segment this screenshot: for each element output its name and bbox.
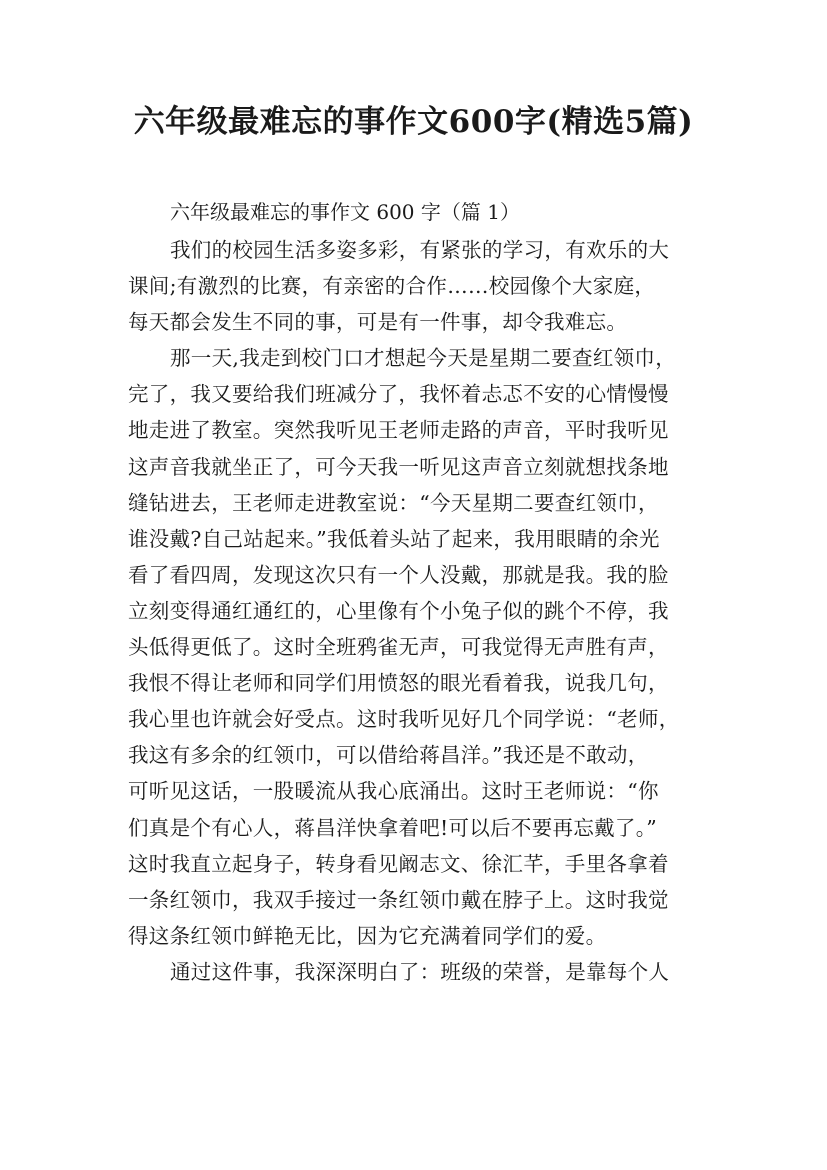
- paragraph-line: 我心里也许就会好受点。这时我听见好几个同学说：“老师，: [128, 707, 680, 732]
- paragraph-line: 这时我直立起身子，转身看见阚志文、徐汇芊，手里各拿着: [128, 851, 669, 876]
- paragraph-line: 缝钻进去，王老师走进教室说：“今天星期二要查红领巾，: [128, 490, 659, 515]
- paragraph-line: 那一天,我走到校门口才想起今天是星期二要查红领巾，: [170, 346, 677, 371]
- paragraph-line: 我恨不得让老师和同学们用愤怒的眼光看着我，说我几句，: [128, 671, 669, 696]
- document-title: 六年级最难忘的事作文600字(精选5篇): [133, 104, 694, 140]
- paragraph-line: 们真是个有心人，蒋昌洋快拿着吧!可以后不要再忘戴了。”: [128, 815, 658, 840]
- paragraph-3: [128, 954, 708, 990]
- paragraph-line: 通过这件事，我深深明白了：班级的荣誉，是靠每个人: [170, 959, 670, 984]
- paragraph-line: 谁没戴?自己站起来。”我低着头站了起来，我用眼睛的余光: [128, 526, 660, 551]
- paragraph-line: 可听见这话，一股暖流从我心底涌出。这时王老师说：“你: [128, 779, 659, 804]
- paragraph-line: 地走进了教室。突然我听见王老师走路的声音，平时我听见: [128, 418, 669, 443]
- paragraph-line: 每天都会发生不同的事，可是有一件事，却令我难忘。: [128, 310, 628, 335]
- article-body: [128, 232, 708, 990]
- paragraph-line: 我这有多余的红领巾，可以借给蒋昌洋。”我还是不敢动，: [128, 743, 649, 768]
- paragraph-line: 一条红领巾，我双手接过一条红领巾戴在脖子上。这时我觉: [128, 887, 669, 912]
- paragraph-line: 我们的校园生活多姿多彩，有紧张的学习，有欢乐的大: [170, 238, 670, 262]
- paragraph-2: [128, 340, 708, 954]
- paragraph-line: 立刻变得通红通红的，心里像有个小兔子似的跳个不停，我: [128, 598, 669, 623]
- article-heading: 六年级最难忘的事作文 600 字（篇 1）: [170, 200, 520, 224]
- paragraph-line: 看了看四周，发现这次只有一个人没戴，那就是我。我的脸: [128, 562, 669, 587]
- paragraph-line: 课间;有激烈的比赛，有亲密的合作……校园像个大家庭，: [128, 274, 656, 299]
- paragraph-1: [128, 232, 708, 340]
- paragraph-line: 得这条红领巾鲜艳无比，因为它充满着同学们的爱。: [128, 923, 607, 948]
- paragraph-line: 完了，我又要给我们班减分了，我怀着忐忑不安的心情慢慢: [128, 382, 669, 407]
- paragraph-line: 这声音我就坐正了，可今天我一听见这声音立刻就想找条地: [128, 454, 669, 479]
- paragraph-line: 头低得更低了。这时全班鸦雀无声，可我觉得无声胜有声，: [128, 635, 669, 660]
